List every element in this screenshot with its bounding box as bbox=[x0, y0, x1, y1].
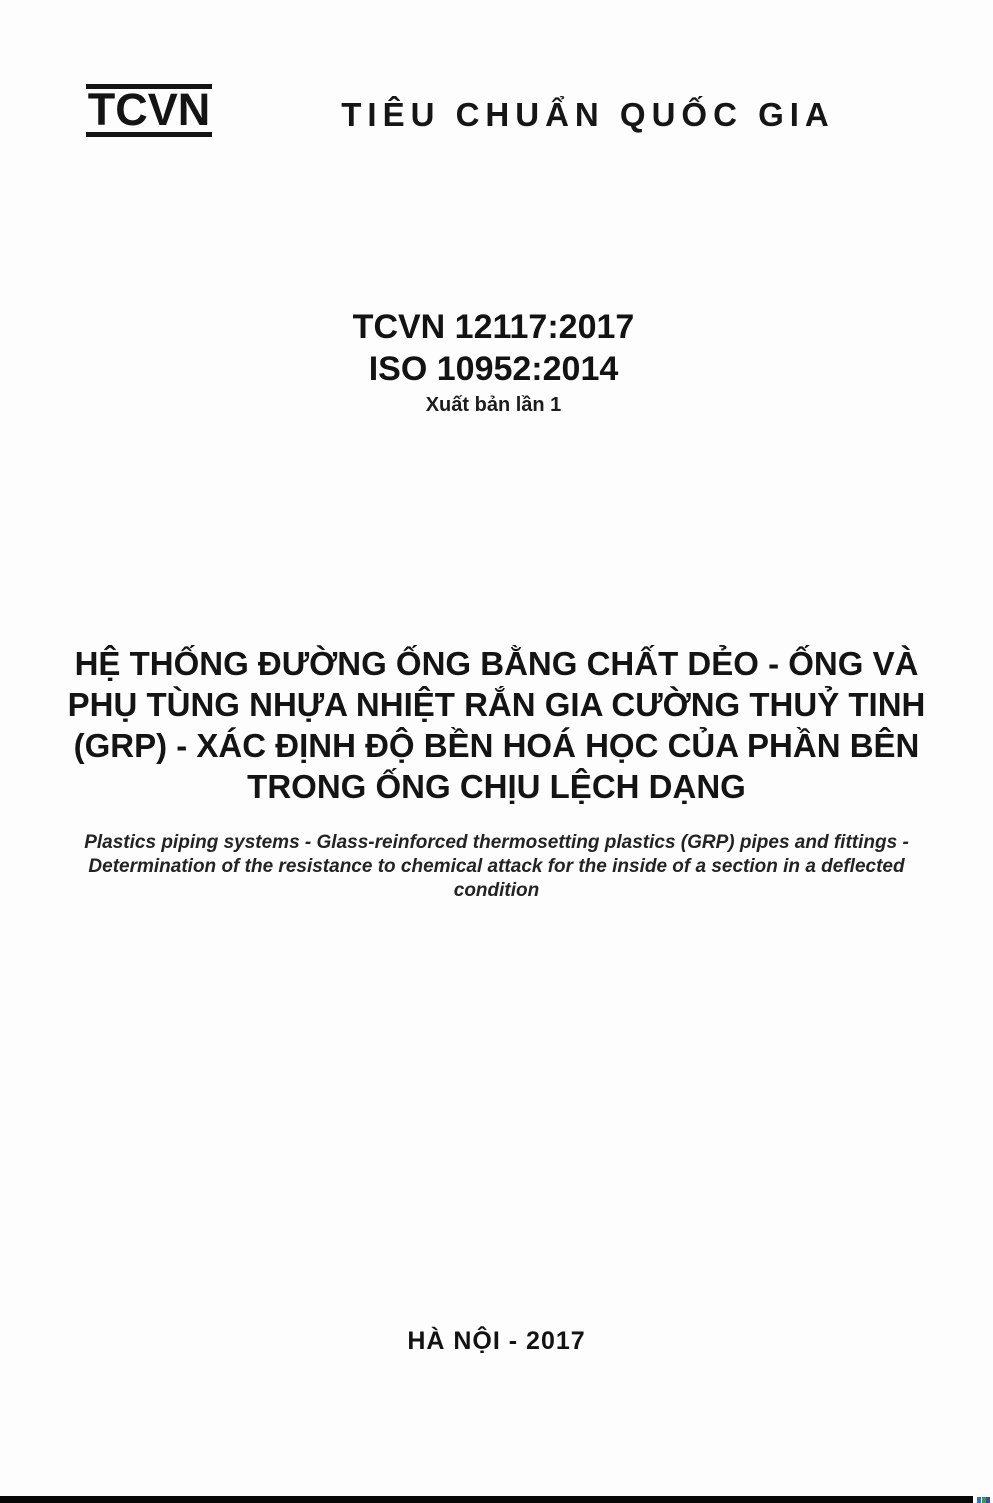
iso-reference: ISO 10952:2014 bbox=[368, 350, 619, 388]
title-english: Plastics piping systems - Glass-reinforced thermosetting plastics (GRP) pipes and fittings - Determination of the resistance to chemical attack for the inside of a section in a deflected condition bbox=[84, 832, 909, 901]
standard-designation bbox=[0, 306, 990, 417]
title-line-4: TRONG ỐNG CHỊU LỆCH DẠNG bbox=[247, 768, 746, 805]
title-vietnamese bbox=[30, 643, 963, 807]
edition-note: Xuất bản lần 1 bbox=[425, 394, 562, 416]
scan-edge-artifact bbox=[0, 1496, 973, 1503]
imprint-place-year: HÀ NỘI - 2017 bbox=[407, 1327, 586, 1355]
title-line-1: HỆ THỐNG ĐƯỜNG ỐNG BẰNG CHẤT DẺO - ỐNG VÀ bbox=[74, 645, 919, 682]
document-type-heading: TIÊU CHUẨN QUỐC GIA bbox=[341, 96, 835, 133]
scan-noise-pixel bbox=[986, 1497, 990, 1503]
scan-noise-pixel bbox=[977, 1497, 981, 1503]
title-line-3: (GRP) - XÁC ĐỊNH ĐỘ BỀN HOÁ HỌC CỦA PHẦN BÊN bbox=[73, 727, 920, 764]
standard-number: TCVN 12117:2017 bbox=[352, 308, 635, 346]
tcvn-logo: TCVN bbox=[87, 84, 211, 135]
title-line-2: PHỤ TÙNG NHỰA NHIỆT RẮN GIA CƯỜNG THUỶ TINH bbox=[67, 686, 926, 723]
